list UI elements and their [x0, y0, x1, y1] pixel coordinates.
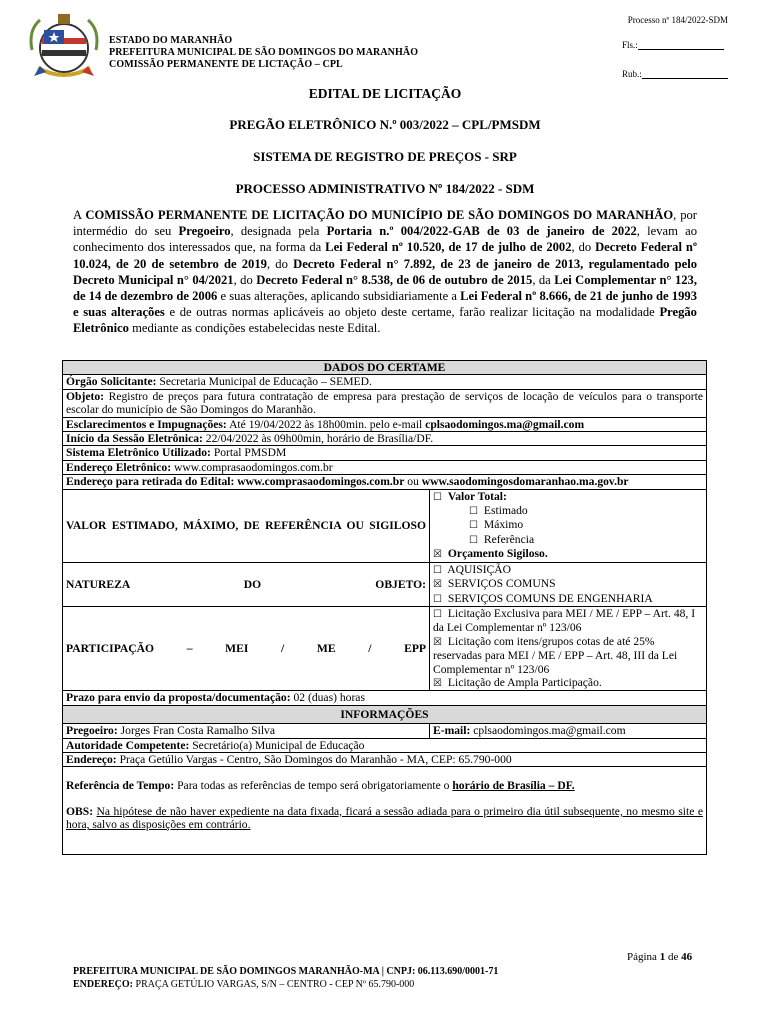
valor-option-label: Referência	[483, 532, 535, 546]
checkbox-icon[interactable]: ☐	[433, 593, 442, 605]
checkbox-icon[interactable]: ☐	[469, 506, 478, 518]
natureza-option-label: SERVIÇOS COMUNS	[447, 577, 556, 591]
valor-label: VALOR ESTIMADO, MÁXIMO, DE REFERÊNCIA OU SIGILOSO	[63, 489, 430, 562]
endereco-row: Endereço: Praça Getúlio Vargas - Centro, São Domingos do Maranhão - MA, CEP: 65.790-000	[63, 752, 707, 766]
dados-table	[62, 360, 707, 855]
checkbox-icon[interactable]: ☐	[469, 520, 478, 532]
inicio-row: Início da Sessão Eletrônica: 22/04/2022 às 09h00min, horário de Brasília/DF.	[63, 432, 707, 446]
valor-option-label: Estimado	[483, 504, 528, 518]
checkbox-icon[interactable]: ☐	[433, 491, 442, 503]
natureza-options	[430, 562, 707, 606]
objeto-row: Objeto: Registro de preços para futura contratação de empresa para prestação de serviços de locação de veículos para o transporte escolar do município de São Domingos do Maranhão.	[63, 389, 707, 417]
checkbox-icon[interactable]: ☐	[433, 608, 442, 620]
sistema-row: Sistema Eletrônico Utilizado: Portal PMSDM	[63, 446, 707, 460]
header-prefeitura: PREFEITURA MUNICIPAL DE SÃO DOMINGOS DO MARANHÃO	[109, 47, 419, 58]
pregoeiro-email[interactable]: cplsaodomingos.ma@gmail.com	[473, 724, 626, 738]
checkbox-icon[interactable]: ☐	[433, 564, 442, 576]
checked-box-icon[interactable]: ☒	[433, 579, 442, 591]
pregao-title: PREGÃO ELETRÔNICO N.º 003/2022 – CPL/PMSDM	[229, 117, 541, 132]
dados-section-title: DADOS DO CERTAME	[63, 361, 707, 375]
participacao-option	[433, 607, 703, 635]
checked-box-icon[interactable]: ☒	[433, 636, 442, 648]
preamble-paragraph: A COMISSÃO PERMANENTE DE LICITAÇÃO DO MUNICÍPIO DE SÃO DOMINGOS DO MARANHÃO, por intermédio do seu Pregoeiro, designada pela Portaria n.º 004/2022-GAB de 03 de janeiro de 2022, levam ao conhecimento dos interessados que, na forma da Lei Federal nº 10.520, de 17 de julho de 2002, do Decreto Federal nº 10.024, de 20 de setembro de 2019, do Decreto Federal n° 7.892, de 23 de janeiro de 2013, regulamentado pelo Decreto Municipal n° 04/2021, do Decreto Federal n° 8.538, de 06 de outubro de 2015, da Lei Complementar n° 123, de 14 de dezembro de 2006 e suas alterações, aplicando subsidiariamente a Lei Federal nº 8.666, de 21 de junho de 1993 e suas alterações e de outras normas aplicáveis ao objeto deste certame, farão realizar licitação na modalidade Pregão Eletrônico mediante as condições estabelecidas neste Edital.	[73, 208, 698, 336]
fls-field: Fls.:	[622, 40, 724, 50]
processo-title: PROCESSO ADMINISTRATIVO Nº 184/2022 - SDM	[235, 181, 535, 196]
header-state: ESTADO DO MARANHÃO	[109, 35, 233, 46]
prazo-row: Prazo para envio da proposta/documentação: 02 (duas) horas	[63, 691, 707, 705]
natureza-option-label: SERVIÇOS COMUNS DE ENGENHARIA	[447, 591, 653, 605]
referencia-tempo: Referência de Tempo: Para todas as referências de tempo será obrigatoriamente o horário de Brasília – DF.	[66, 779, 575, 793]
retirada-link-1[interactable]: www.comprasaodomingos.com.br	[237, 475, 405, 489]
participacao-option-label: Licitação de Ampla Participação.	[447, 675, 602, 689]
valor-option-label: Orçamento Sigiloso.	[447, 547, 548, 561]
esclarecimentos-email[interactable]: cplsaodomingos.ma@gmail.com	[425, 417, 585, 431]
participacao-options	[430, 606, 707, 690]
process-reference: Processo nº 184/2022-SDM	[627, 15, 728, 25]
endereco-eletronico-row: Endereço Eletrônico: www.comprasaodomingos.com.br	[63, 460, 707, 474]
checked-box-icon[interactable]: ☒	[433, 677, 442, 689]
esclarecimentos-row: Esclarecimentos e Impugnações: Até 19/04/2022 às 18h00min. pelo e-mail cplsaodomingos.ma@gmail.com	[63, 417, 707, 431]
srp-title: SISTEMA DE REGISTRO DE PREÇOS - SRP	[253, 149, 517, 164]
participacao-option-label: Licitação Exclusiva para MEI / ME / EPP – Art. 48, I da Lei Complementar nº 123/06	[433, 606, 696, 635]
checked-box-icon[interactable]: ☒	[433, 549, 442, 561]
participacao-option	[433, 635, 703, 676]
coat-of-arms-logo	[24, 10, 104, 86]
checkbox-icon[interactable]: ☐	[469, 534, 478, 546]
footer-prefeitura: PREFEITURA MUNICIPAL DE SÃO DOMINGOS MARANHÃO-MA | CNPJ: 06.113.690/0001-71	[73, 966, 499, 977]
valor-options	[430, 489, 707, 562]
obs-note: OBS: Na hipótese de não haver expediente na data fixada, ficará a sessão adiada para o primeiro dia útil subsequente, no mesmo site e hora, salvo as disposições em contrário.	[66, 804, 703, 832]
valor-option	[433, 533, 703, 547]
informacoes-section-title: INFORMAÇÕES	[63, 705, 707, 723]
orgao-row: Órgão Solicitante: Secretaria Municipal de Educação – SEMED.	[63, 375, 707, 389]
edital-title: EDITAL DE LICITAÇÃO	[308, 86, 462, 101]
valor-option-label: Valor Total:	[447, 489, 507, 503]
natureza-option-label: AQUISIÇÃO	[447, 562, 512, 576]
valor-option	[433, 490, 703, 504]
valor-option	[433, 547, 703, 561]
info-notes	[63, 767, 707, 854]
valor-option	[433, 518, 703, 532]
natureza-label: NATUREZA DO OBJETO:	[63, 562, 430, 606]
footer-endereco: ENDEREÇO: PRAÇA GETÚLIO VARGAS, S/N – CENTRO - CEP Nº 65.790-000	[73, 979, 415, 990]
pregoeiro-cell: Pregoeiro: Jorges Fran Costa Ramalho Silva	[63, 724, 430, 738]
participacao-option-label: Licitação com itens/grupos cotas de até 25% reservadas para MEI / ME / EPP – Art. 48, III da Lei Complementar nº 123/06	[433, 634, 678, 676]
email-cell: E-mail: cplsaodomingos.ma@gmail.com	[430, 724, 707, 738]
natureza-option	[433, 577, 703, 591]
header-commission: COMISSÃO PERMANENTE DE LICTAÇÃO – CPL	[109, 59, 343, 70]
rub-field: Rub.:	[622, 69, 728, 79]
autoridade-row: Autoridade Competente: Secretário(a) Municipal de Educação	[63, 738, 707, 752]
natureza-option	[433, 592, 703, 606]
retirada-row: Endereço para retirada do Edital: www.comprasaodomingos.com.br ou www.saodomingosdomaranhao.ma.gov.br	[63, 475, 707, 489]
natureza-option	[433, 563, 703, 577]
participacao-label: PARTICIPAÇÃO – MEI / ME / EPP	[63, 606, 430, 690]
valor-option	[433, 504, 703, 518]
page-number: Página 1 de 46	[627, 951, 693, 963]
valor-option-label: Máximo	[483, 518, 524, 532]
retirada-link-2[interactable]: www.saodomingosdomaranhao.ma.gov.br	[421, 475, 629, 489]
participacao-option	[433, 676, 703, 690]
endereco-eletronico-link[interactable]: www.comprasaodomingos.com.br	[173, 460, 333, 474]
